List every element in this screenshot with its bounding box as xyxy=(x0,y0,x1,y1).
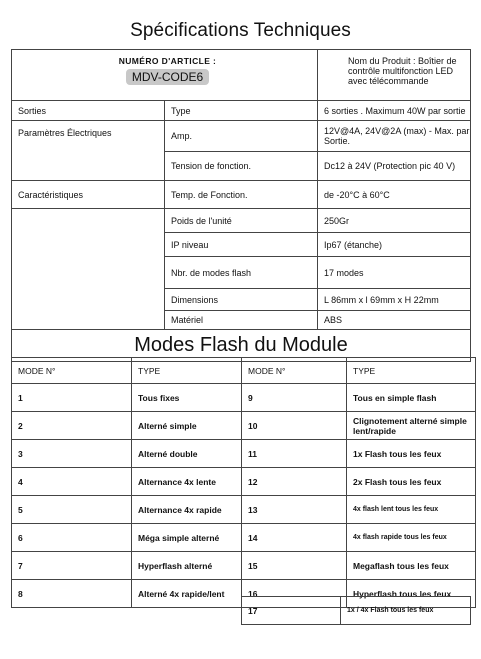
mode-row xyxy=(12,468,476,496)
header-type: TYPE xyxy=(347,358,476,384)
mode-type: Megaflash tous les feux xyxy=(347,552,476,580)
spec-key: Poids de l'unité xyxy=(165,209,318,233)
spec-category-empty xyxy=(12,209,165,330)
mode-number: 9 xyxy=(242,384,347,412)
mode-type: Tous fixes xyxy=(132,384,242,412)
spec-key: IP niveau xyxy=(165,233,318,257)
mode-type: Tous en simple flash xyxy=(347,384,476,412)
mode-number: 15 xyxy=(242,552,347,580)
mode-type: Hyperflash tous les feux xyxy=(347,580,476,608)
spec-table xyxy=(11,49,471,362)
spec-value: 250Gr xyxy=(318,209,471,233)
mode-number: 12 xyxy=(242,468,347,496)
mode-type: Alterné simple xyxy=(132,412,242,440)
spec-row xyxy=(12,121,471,152)
mode-type: Clignotement alterné simple lent/rapide xyxy=(347,412,476,440)
mode-row xyxy=(12,384,476,412)
mode-type: 4x flash lent tous les feux xyxy=(347,496,476,524)
mode-number: 17 xyxy=(242,597,341,625)
mode-number: 1 xyxy=(12,384,132,412)
mode-number: 6 xyxy=(12,524,132,552)
spec-category: Paramètres Électriques xyxy=(12,121,165,181)
spec-key: Tension de fonction. xyxy=(165,152,318,181)
mode-number: 5 xyxy=(12,496,132,524)
mode-type: Alternance 4x lente xyxy=(132,468,242,496)
mode-number: 3 xyxy=(12,440,132,468)
spec-value: Dc12 à 24V (Protection pic 40 V) xyxy=(318,152,471,181)
spec-category: Caractéristiques xyxy=(12,181,165,209)
mode-number: 11 xyxy=(242,440,347,468)
spec-value: L 86mm x l 69mm x H 22mm xyxy=(318,289,471,311)
spec-key: Dimensions xyxy=(165,289,318,311)
article-code: MDV-CODE6 xyxy=(126,69,209,85)
spec-row xyxy=(12,209,471,233)
mode-number: 16 xyxy=(242,580,347,608)
spec-value: 17 modes xyxy=(318,257,471,289)
product-name-line: avec télécommande xyxy=(348,76,429,86)
mode-type: Alternance 4x rapide xyxy=(132,496,242,524)
mode-type: 4x flash rapide tous les feux xyxy=(347,524,476,552)
mode-row xyxy=(12,496,476,524)
mode-number: 2 xyxy=(12,412,132,440)
mode-number: 14 xyxy=(242,524,347,552)
mode-row xyxy=(12,552,476,580)
spec-value: 12V@4A, 24V@2A (max) - Max. par Sortie. xyxy=(318,121,471,152)
mode-type: Hyperflash alterné xyxy=(132,552,242,580)
mode-number: 13 xyxy=(242,496,347,524)
mode-row xyxy=(12,440,476,468)
mode-type: 1x / 4x Flash tous les feux xyxy=(341,597,471,625)
mode-number: 4 xyxy=(12,468,132,496)
modes-table xyxy=(11,357,476,608)
spec-key: Type xyxy=(165,101,318,121)
header-type: TYPE xyxy=(132,358,242,384)
mode-type: 2x Flash tous les feux xyxy=(347,468,476,496)
product-name-line: contrôle multifonction LED xyxy=(348,66,454,76)
article-cell xyxy=(12,50,318,101)
spec-value: de -20°C à 60°C xyxy=(318,181,471,209)
mode-number: 10 xyxy=(242,412,347,440)
spec-category: Sorties xyxy=(12,101,165,121)
mode-type: Méga simple alterné xyxy=(132,524,242,552)
header-mode: MODE N° xyxy=(242,358,347,384)
spec-key: Matériel xyxy=(165,311,318,330)
mode-number: 7 xyxy=(12,552,132,580)
page-title: Spécifications Techniques xyxy=(130,20,351,41)
spec-value: ABS xyxy=(318,311,471,330)
mode-row xyxy=(12,524,476,552)
product-name-line: Nom du Produit : Boîtier de xyxy=(348,56,457,66)
article-row xyxy=(12,50,471,101)
spec-key: Nbr. de modes flash xyxy=(165,257,318,289)
spec-row xyxy=(12,181,471,209)
mode-type: Alterné double xyxy=(132,440,242,468)
spec-row xyxy=(12,101,471,121)
product-name-cell xyxy=(318,50,471,101)
spec-value: 6 sorties . Maximum 40W par sortie xyxy=(318,101,471,121)
spec-key: Temp. de Fonction. xyxy=(165,181,318,209)
mode-row xyxy=(12,412,476,440)
mode-type: Alterné 4x rapide/lent xyxy=(132,580,242,608)
spec-value: Ip67 (étanche) xyxy=(318,233,471,257)
header-mode: MODE N° xyxy=(12,358,132,384)
mode-number: 8 xyxy=(12,580,132,608)
modes-header-row xyxy=(12,358,476,384)
mode-row xyxy=(242,597,471,625)
modes-extra-table xyxy=(241,596,471,625)
modes-title: Modes Flash du Module xyxy=(12,330,471,362)
mode-type: 1x Flash tous les feux xyxy=(347,440,476,468)
spec-key: Amp. xyxy=(165,121,318,152)
article-label: NUMÉRO D'ARTICLE : xyxy=(118,56,217,66)
